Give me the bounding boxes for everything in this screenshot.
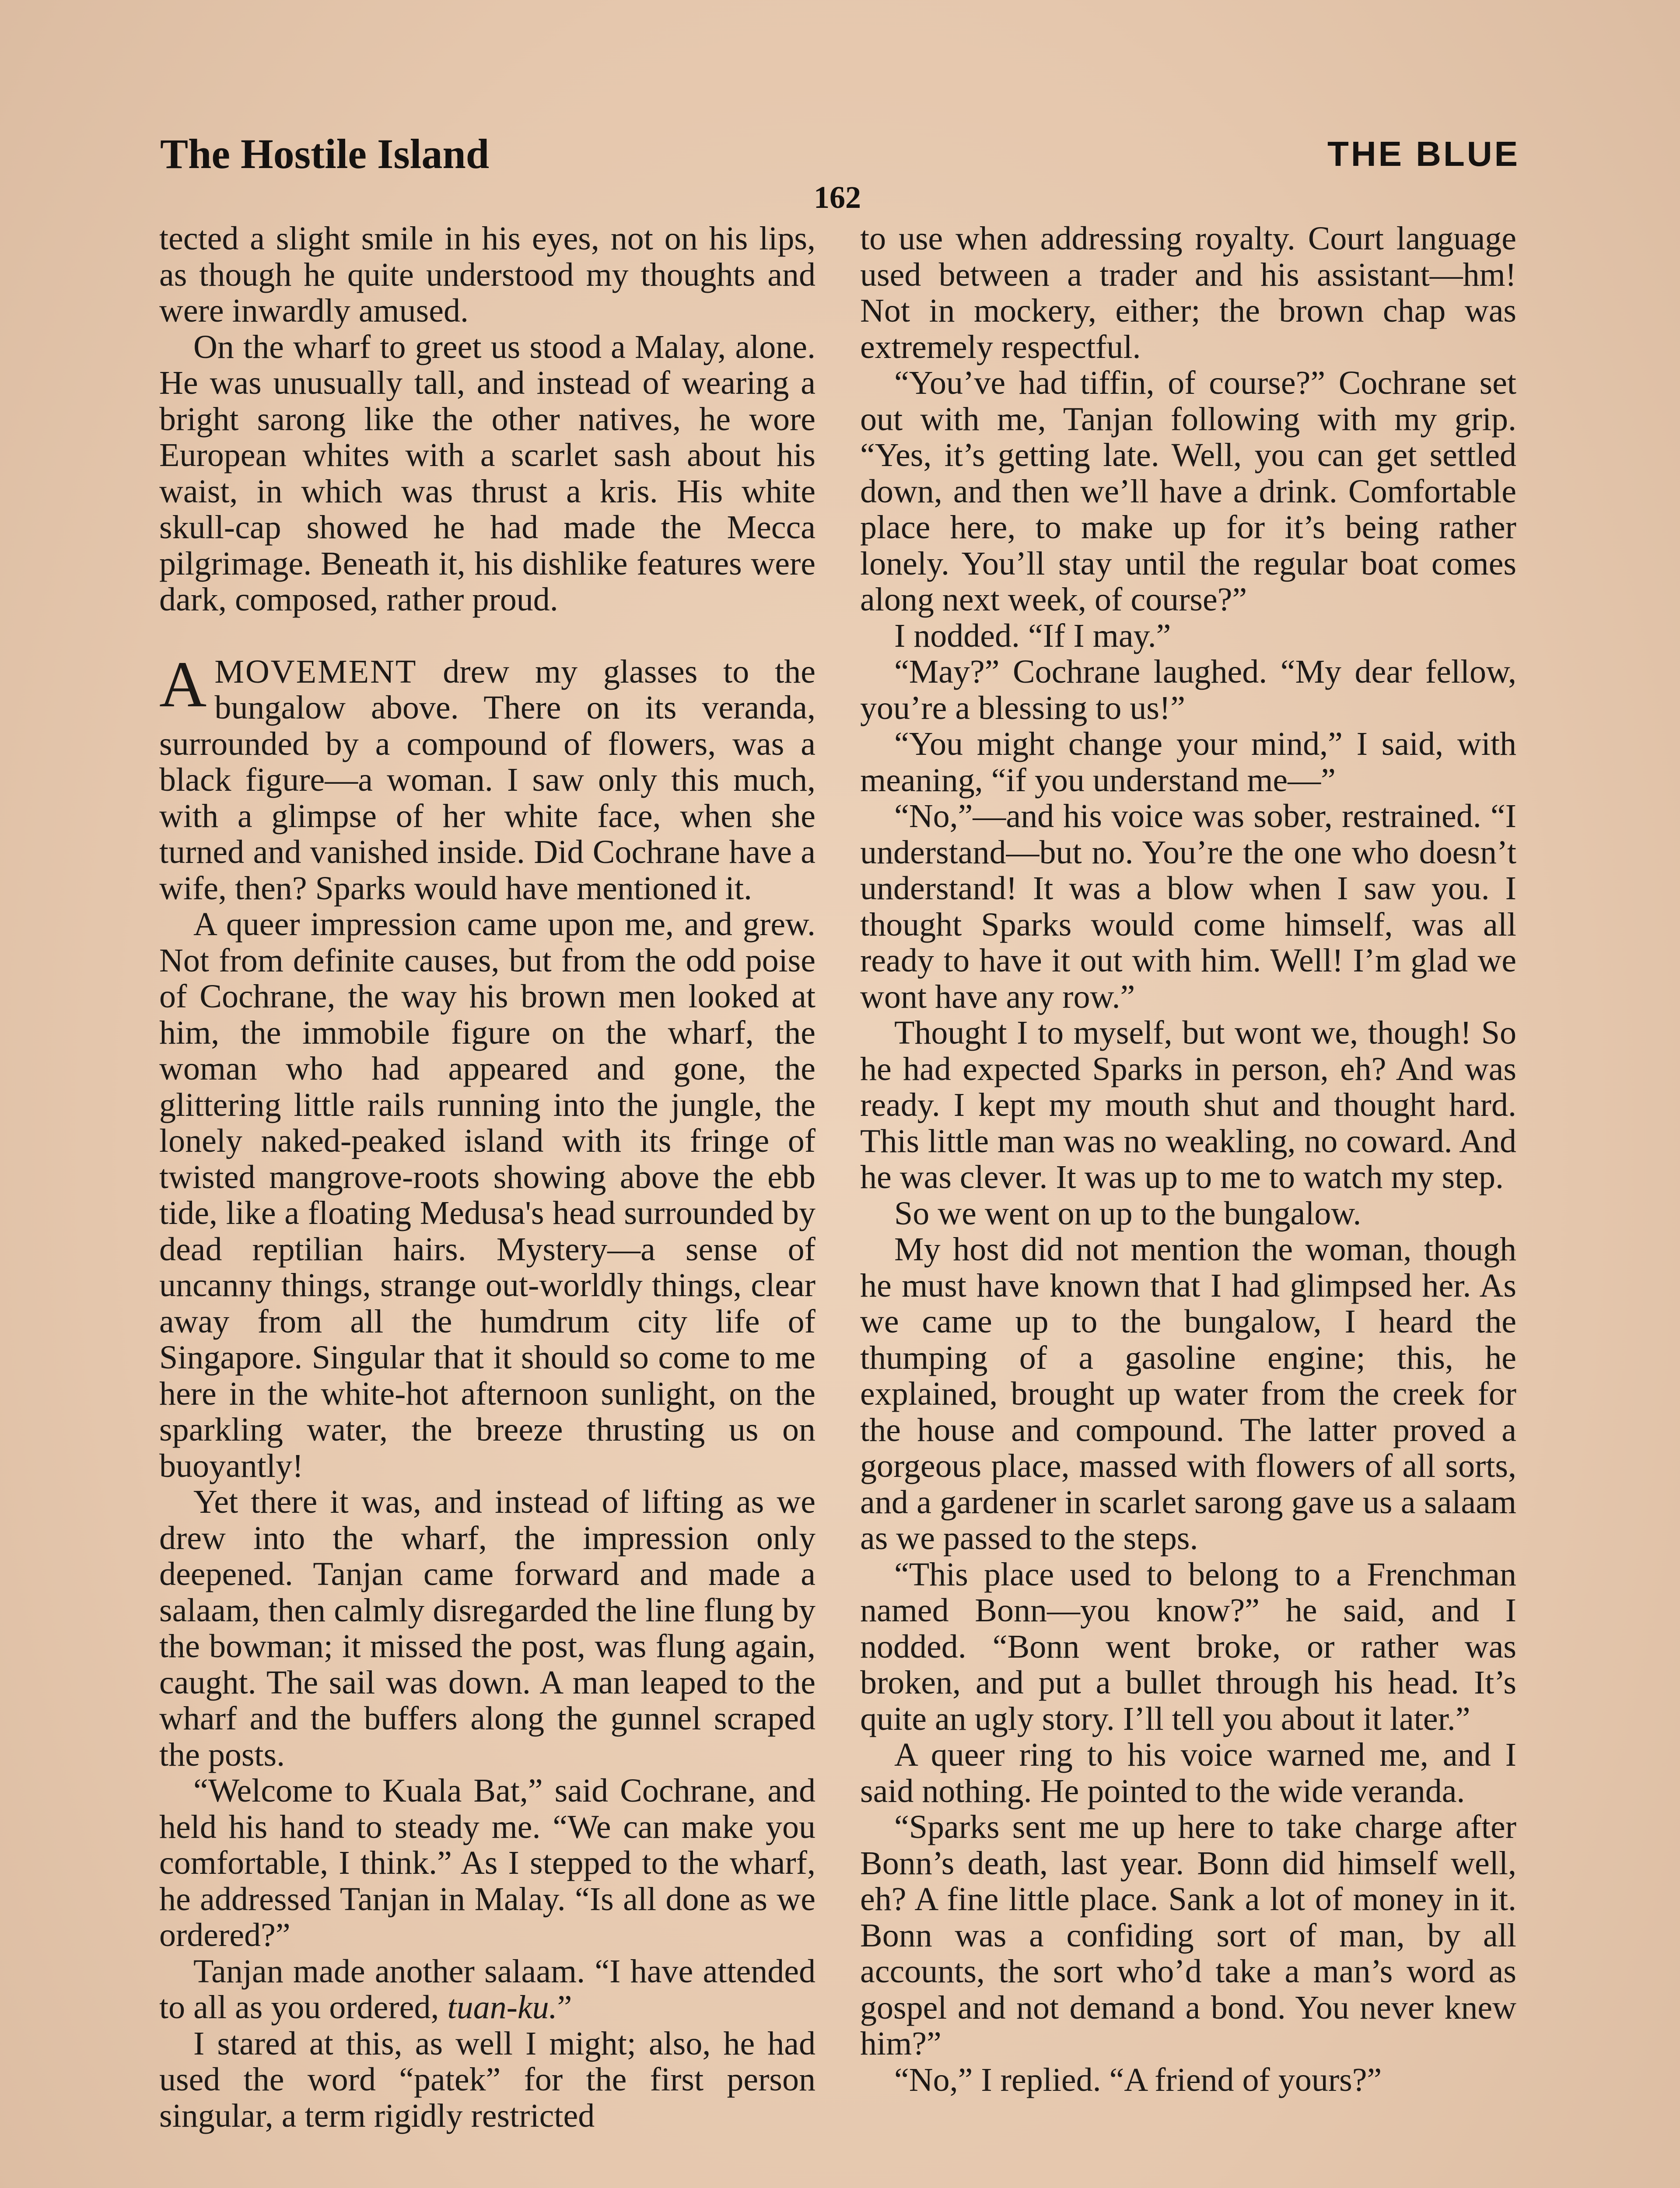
page-number: 162 <box>814 180 861 215</box>
drop-cap-paragraph <box>159 648 816 907</box>
paragraph: “May?” Cochrane laughed. “My dear fellow, you’re a blessing to us!” <box>860 653 1516 726</box>
paragraph: My host did not mention the woman, though he must have known that I had glimpsed her. As we came up to the bungalow, I heard the thumping of a gasoline engine; this, he explained, brought up water from the creek for the house and compound. The latter proved a gorgeous place, massed with flowers of all sorts, and a gardener in scarlet sarong gave us a salaam as we passed to the steps. <box>860 1231 1516 1557</box>
drop-cap: A <box>159 648 207 721</box>
paragraph: Thought I to myself, but wont we, though! So he had expected Sparks in person, eh? And was ready. I kept my mouth shut and thought hard. This little man was no weakling, no coward. And he was clever. It was up to me to watch my step. <box>860 1014 1516 1196</box>
paragraph: “Sparks sent me up here to take charge after Bonn’s death, last year. Bonn did himself well, eh? A fine little place. Sank a lot of money in it. Bonn was a confiding sort of man, by all accounts, the sort who’d take a man’s word as gospel and not demand a bond. You never knew him?” <box>860 1809 1516 2062</box>
paragraph: “No,” I replied. “A friend of yours?” <box>894 2061 1382 2098</box>
paragraph-text: drew my glasses to the bungalow above. There on its veranda, surrounded by a compound of flowers, was a black figure—a woman. I saw only this much, with a glimpse of her white face, when she turned and vanished inside. Did Cochrane have a wife, then? Sparks would have mentioned it. <box>159 653 816 907</box>
left-column <box>159 221 816 2134</box>
paragraph: tected a slight smile in his eyes, not on his lips, as though he quite understood my thoughts and were inwardly amused. <box>159 220 816 329</box>
paragraph: On the wharf to greet us stood a Malay, alone. He was unusually tall, and instead of wearing a bright sarong like the other natives, he wore European whites with a scarlet sash about his waist, in which was thrust a kris. His white skull-cap showed he had made the Mecca pilgrimage. Beneath it, his dishlike features were dark, composed, rather proud. <box>159 328 816 618</box>
paragraph: to use when addressing royalty. Court language used between a trader and his assistant—hm! Not in mockery, either; the brown chap was extremely respectful. <box>860 220 1516 365</box>
paragraph: “You’ve had tiffin, of course?” Cochrane set out with me, Tanjan following with my grip. “Yes, it’s getting late. Well, you can get settled down, and then we’ll have a drink. Comfortable place here, to make up for it’s being rather lonely. You’ll stay until the regular boat comes along next week, of course?” <box>860 365 1516 618</box>
magazine-title: THE BLUE <box>1327 134 1520 173</box>
paragraph: A queer impression came upon me, and grew. Not from definite causes, but from the odd poise of Cochrane, the way his brown men looked at him, the immobile figure on the wharf, the woman who had appeared and gone, the glittering little rails running into the jungle, the lonely naked-peaked island with its fringe of twisted mangrove-roots showing above the ebb tide, like a floating Medusa's head surrounded by dead reptilian hairs. Mystery—a sense of uncanny things, strange out-worldly things, clear away from all the humdrum city life of Singapore. Singular that it should so come to me here in the white-hot afternoon sunlight, on the sparkling water, the breeze thrusting us on buoyantly! <box>159 906 816 1484</box>
small-caps-lead: MOVEMENT <box>214 653 417 690</box>
paragraph: I nodded. “If I may.” <box>894 617 1171 654</box>
paragraph: “This place used to belong to a Frenchman named Bonn—you know?” he said, and I nodded. “Bonn went broke, or rather was broken, and put a bullet through his head. It’s quite an ugly story. I’ll tell you about it later.” <box>860 1556 1516 1737</box>
paragraph <box>159 1953 816 2026</box>
paragraph-text: Tanjan made another salaam. “I have attended to all as you ordered, <box>159 1953 816 2026</box>
paragraph: I stared at this, as well I might; also, he had used the word “patek” for the first person singular, a term rigidly restricted <box>159 2025 816 2134</box>
paragraph: A queer ring to his voice warned me, and I said nothing. He pointed to the wide veranda. <box>860 1736 1516 1809</box>
paragraph: “Welcome to Kuala Bat,” said Cochrane, and held his hand to steady me. “We can make you comfortable, I think.” As I stepped to the wharf, he addressed Tanjan in Malay. “Is all done as we ordered?” <box>159 1772 816 1953</box>
paragraph-text: ” <box>557 1989 572 2026</box>
paragraph: “No,”—and his voice was sober, restrained. “I understand—but no. You’re the one who doesn’t understand! It was a blow when I saw you. I thought Sparks would come himself, was all ready to have it out with him. Well! I’m glad we wont have any row.” <box>860 798 1516 1015</box>
story-title: The Hostile Island <box>160 130 490 177</box>
paragraph: So we went on up to the bungalow. <box>894 1195 1362 1232</box>
paragraph: “You might change your mind,” I said, with meaning, “if you understand me—” <box>860 726 1516 799</box>
italic-text: tuan-ku. <box>447 1989 557 2026</box>
paragraph: Yet there it was, and instead of lifting as we drew into the wharf, the impression only deepened. Tanjan came forward and made a salaam, then calmly disregarded the line flung by the bowman; it missed the post, was flung again, caught. The sail was down. A man leaped to the wharf and the buffers along the gunnel scraped the posts. <box>159 1483 816 1773</box>
right-column <box>860 221 1516 2098</box>
